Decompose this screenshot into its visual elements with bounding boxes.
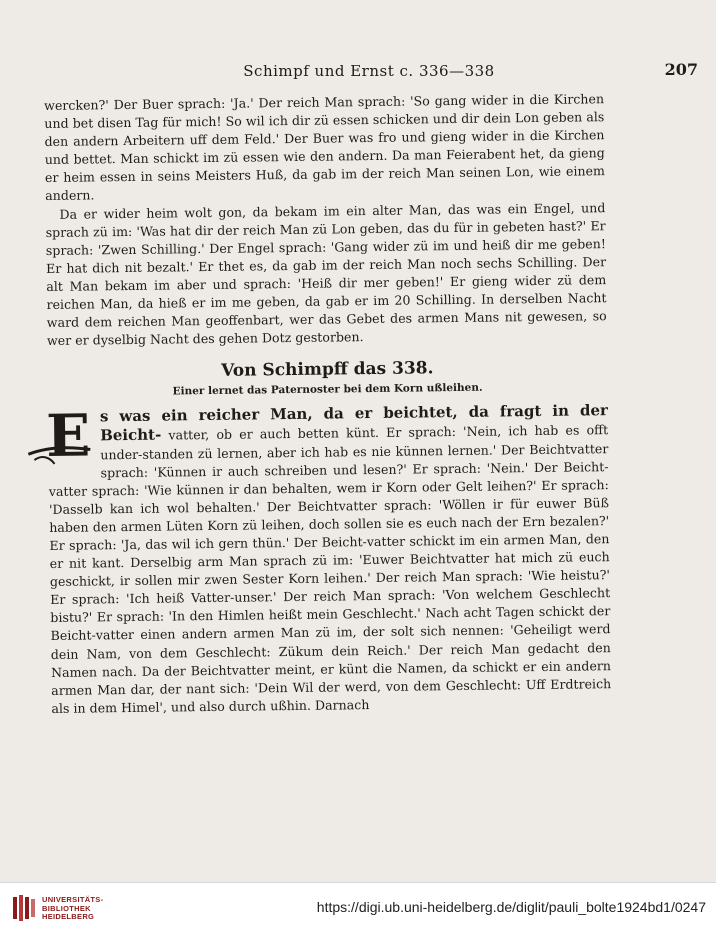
logo-line-1: UNIVERSITÄTS- [42,895,104,904]
paragraph-2: Da er wider heim wolt gon, da bekam im ein alter Man, das was ein Engel, und sprach zü im: 'Was hat dir der reich Man zü Lon geben, das du für in gebeten hast?' Er sprach: 'Zwen Schilling.' Der Engel sprach: 'Gang wider zü im und heiß dir me geben! Er hat dich nit bezalt.' Er thet es, da gab im der reich Man noch sechs Schilling. Der alt Man bekam im aber und sprach: 'Heiß dir mer geben!' Er gieng wider zü dem reichen Man, da hieß er im me geben, da gab er im 20 Schilling. In derselben Nacht ward dem reichen Man geoffenbart, wer das Gebet des armen Mans nit gewesen, so wer er dyselbig Nacht des gehen Dotz gestorben. [45,199,607,349]
university-logo-icon [12,893,38,923]
drop-initial-letter: E [45,401,91,471]
logo-line-2: BIBLIOTHEK [42,903,91,913]
permalink-url[interactable]: https://digi.ub.uni-heidelberg.de/diglit/pauli_bolte1924bd1/0247 [316,899,706,915]
paragraph-1: wercken?' Der Buer sprach: 'Ja.' Der reich Man sprach: 'So gang wider in die Kirchen und bet disen Tag für mich! So wil ich dir zü essen schicken und dir dein Lon geben als den andern Arbeitern uff dem Feld.' Der Buer was fro und gieng wider in die Kirchen und bettet. Man schickt im zü essen wie den andern. Da man Feierabent het, da gieng er heim essen in seins Meisters Huß, da gab im der reich Man seinen Lon, wie einem andern. [44,91,606,204]
page-header [40,60,698,84]
decorated-initial [24,401,95,471]
story-paragraph [45,401,612,717]
section-title: Von Schimpff das 338. [221,358,434,382]
page-number: 207 [664,60,698,79]
paragraph-main: vatter, ob er auch betten künt. Er sprach: 'Nein, ich hab es offt under-standen zü lernen, aber ich hab es nie künnen lernen.' Der Beichtvatter sprach: 'Künnen ir auch schreiben und lesen?' Er sprach: 'Nein.' Der Beicht-vatter sprach: 'Wie künnen ir dan behalten, wem ir Korn oder Gelt leihen?' Er sprach: 'Dasselb kan ich wol behalten.' Der Beichtvatter sprach: 'Wöllen ir für euwer Büß haben den armen Lüten Korn zü leihen, doch sollen sie es euch nach der Ern bezalen?' Er sprach: 'Ja, das wil ich gern thün.' Der Beicht-vatter schickt im ein armen Man, den er nit kant. Derselbig arm Man sprach zü im: 'Euwer Beichtvatter hat mich zü euch geschickt, ir sollen mir zwen Sester Korn leihen.' Der reich Man sprach: 'Wie heistu?' Er sprach: 'Ich heiß Vatter-unser.' Der reich Man sprach: 'Von welchem Geschlecht bistu?' Er sprach: 'In den Himlen heißt mein Geschlecht.' Nach acht Tagen schickt der Beicht-vatter einen andern armen Man zü im, der solt sich nennen: 'Geheiligt werd dein Nam, von dem Geschlecht: Zükum dein Reich.' Der reich Man gedacht den Namen nach. Da der Beichtvatter meint, er künt die Namen, da schickt er ein andern armen Man dar, der nant sich: 'Dein Wil der werd, von dem Geschlecht: Uff Erdtreich als in dem Himel', und also durch ußhin. Darnach [48,422,612,716]
first-line: s was ein reicher Man, da er beichtet, da fragt in der Beicht- [99,401,608,445]
running-head: Schimpf und Ernst c. 336—338 [243,62,495,80]
library-logo-text [42,896,103,922]
text-block [44,90,612,718]
viewer-footer [0,882,716,934]
logo-line-3: HEIDELBERG [42,912,95,921]
section-subtitle: Einer lernet das Paternoster bei dem Korn ußleihen. [172,381,483,398]
